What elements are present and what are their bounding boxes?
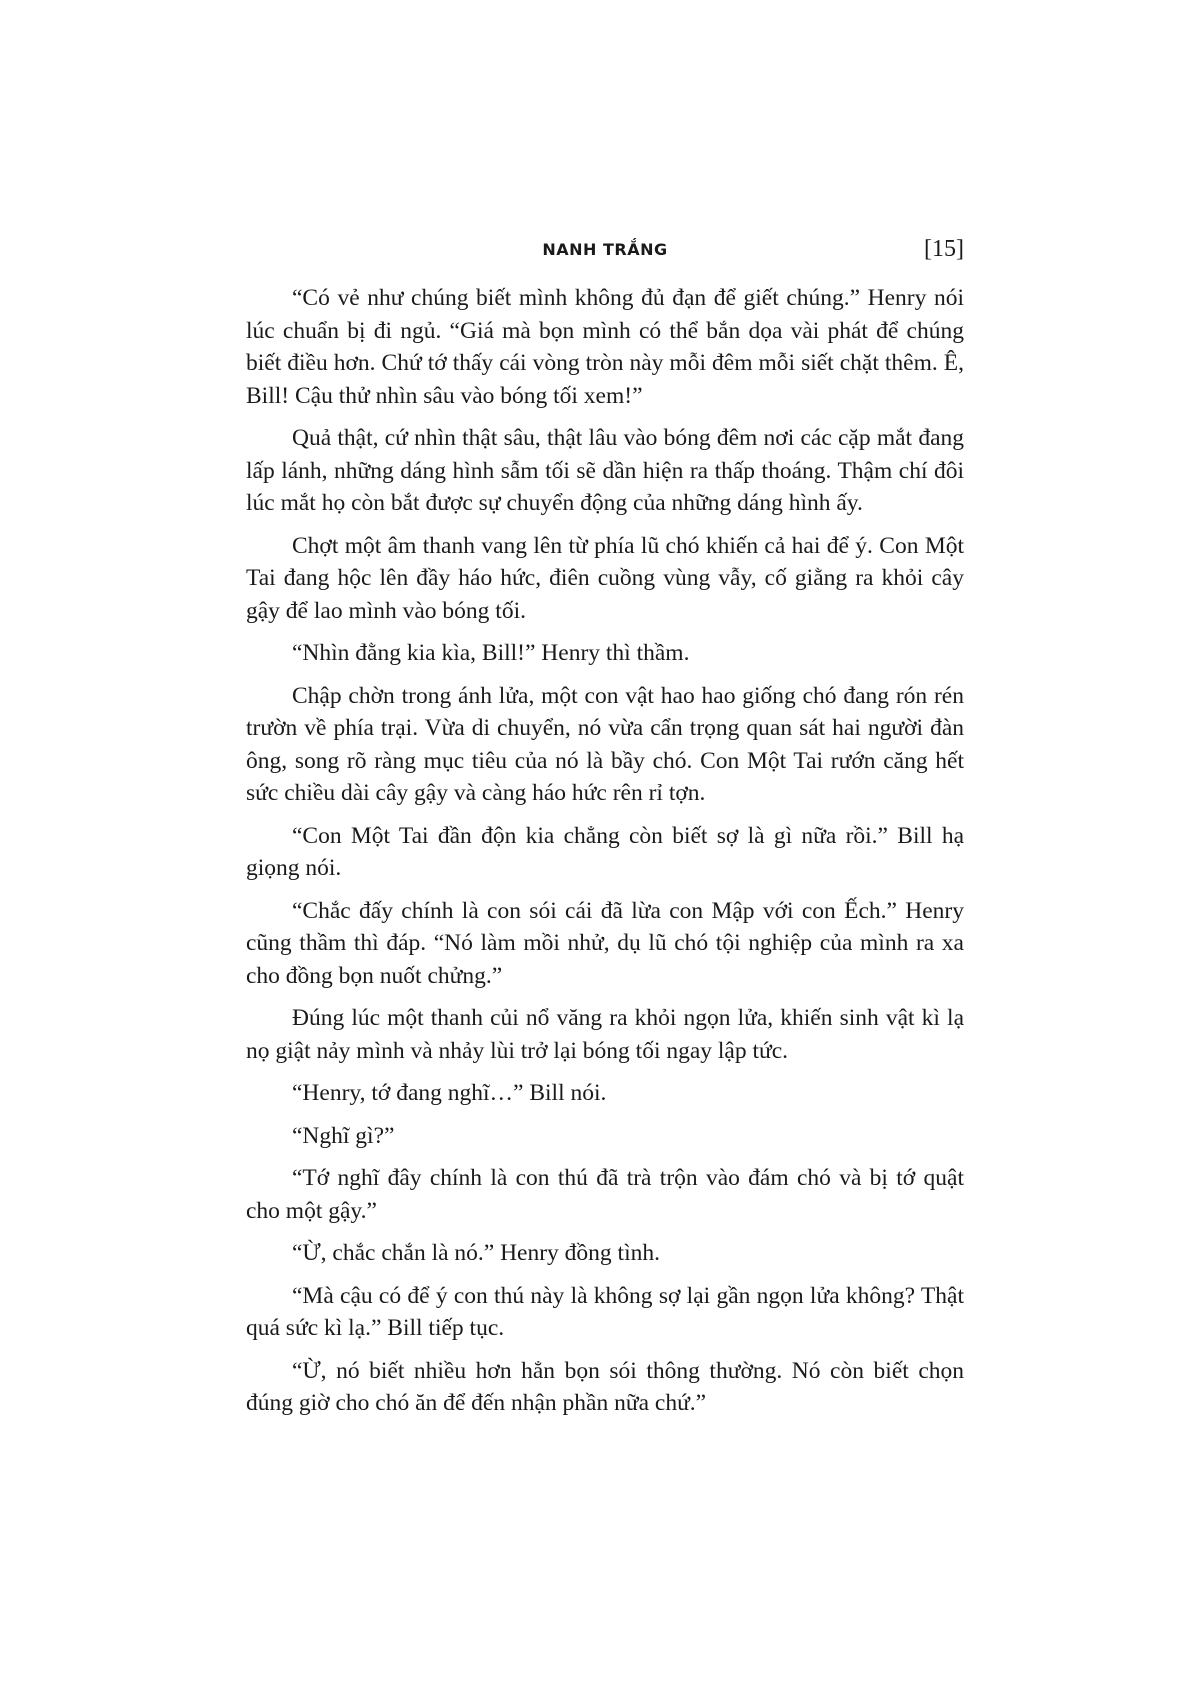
book-title: NANH TRẮNG bbox=[542, 240, 668, 259]
paragraph: “Con Một Tai đần độn kia chẳng còn biết sợ là gì nữa rồi.” Bill hạ giọng nói. bbox=[246, 822, 964, 881]
page-number: [15] bbox=[924, 236, 964, 262]
book-page bbox=[246, 0, 964, 1702]
paragraph: “Ừ, chắc chắn là nó.” Henry đồng tình. bbox=[292, 1240, 660, 1266]
paragraph: “Mà cậu có để ý con thú này là không sợ lại gần ngọn lửa không? Thật quá sức kì lạ.” Bill tiếp tục. bbox=[246, 1282, 964, 1341]
paragraph: “Tớ nghĩ đây chính là con thú đã trà trộn vào đám chó và bị tớ quật cho một gậy.” bbox=[246, 1165, 964, 1224]
paragraph: “Nhìn đằng kia kìa, Bill!” Henry thì thầm. bbox=[292, 640, 690, 666]
paragraph: Chợt một âm thanh vang lên từ phía lũ chó khiến cả hai để ý. Con Một Tai đang hộc lên đầy háo hức, điên cuồng vùng vẫy, cố giằng ra khỏi cây gậy để lao mình vào bóng tối. bbox=[246, 532, 964, 624]
paragraph: “Nghĩ gì?” bbox=[292, 1122, 395, 1149]
paragraph: “Chắc đấy chính là con sói cái đã lừa con Mập với con Ếch.” Henry cũng thầm thì đáp. “Nó làm mồi nhử, dụ lũ chó tội nghiệp của mình ra xa cho đồng bọn nuốt chửng.” bbox=[246, 897, 964, 989]
paragraph: Quả thật, cứ nhìn thật sâu, thật lâu vào bóng đêm nơi các cặp mắt đang lấp lánh, những dáng hình sẫm tối sẽ dần hiện ra thấp thoáng. Thậm chí đôi lúc mắt họ còn bắt được sự chuyển động của những dáng hình ấy. bbox=[246, 425, 964, 516]
body-text bbox=[246, 282, 964, 1430]
paragraph: “Henry, tớ đang nghĩ…” Bill nói. bbox=[292, 1080, 607, 1106]
paragraph: “Có vẻ như chúng biết mình không đủ đạn để giết chúng.” Henry nói lúc chuẩn bị đi ngủ. “Giá mà bọn mình có thể bắn dọa vài phát để chúng biết điều hơn. Chứ tớ thấy cái vòng tròn này mỗi đêm mỗi siết chặt thêm. Ê, Bill! Cậu thử nhìn sâu vào bóng tối xem!” bbox=[246, 285, 964, 409]
paragraph: Chập chờn trong ánh lửa, một con vật hao hao giống chó đang rón rén trườn về phía trại. Vừa di chuyển, nó vừa cẩn trọng quan sát hai người đàn ông, song rõ ràng mục tiêu của nó là bầy chó. Con Một Tai rướn căng hết sức chiều dài cây gậy và càng háo hức rên rỉ tợn. bbox=[246, 682, 964, 806]
paragraph: “Ừ, nó biết nhiều hơn hẳn bọn sói thông thường. Nó còn biết chọn đúng giờ cho chó ăn để đến nhận phần nữa chứ.” bbox=[246, 1357, 964, 1416]
running-header bbox=[246, 236, 964, 268]
paragraph: Đúng lúc một thanh củi nổ văng ra khỏi ngọn lửa, khiến sinh vật kì lạ nọ giật nảy mình và nhảy lùi trở lại bóng tối ngay lập tức. bbox=[246, 1005, 964, 1064]
